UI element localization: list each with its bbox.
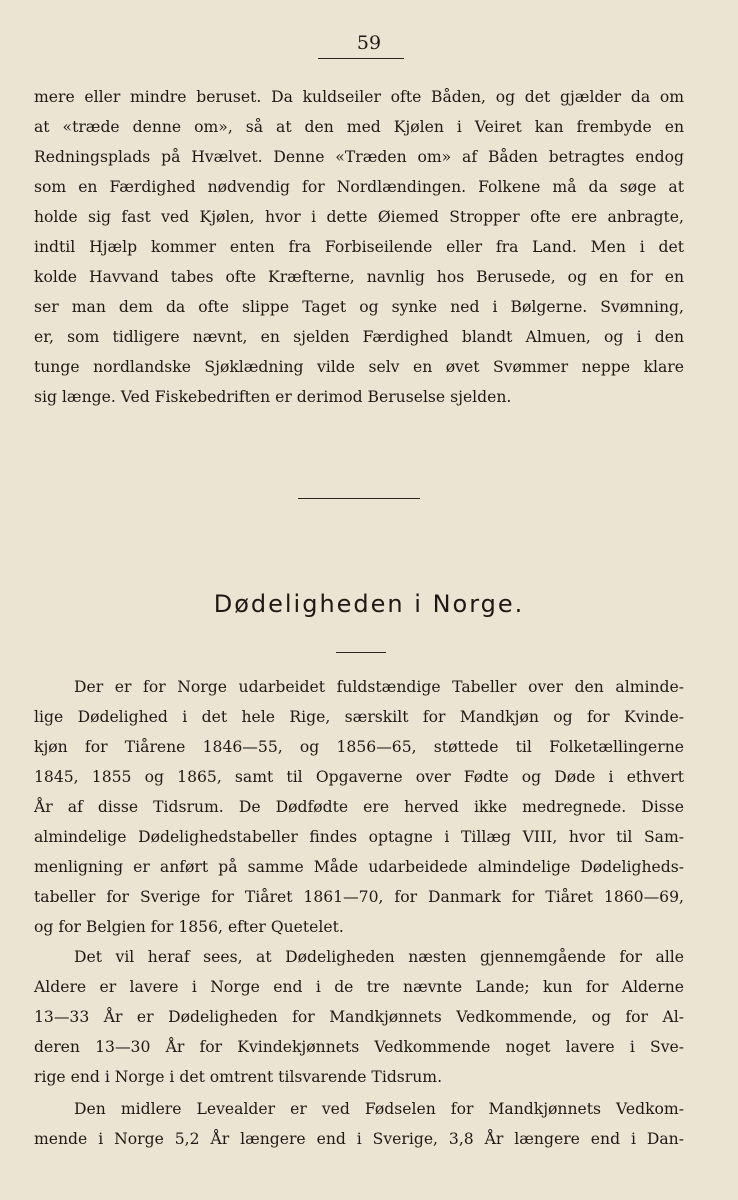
text-line: sig længe. Ved Fiskebedriften er derimod Beruselse sjelden. — [34, 388, 512, 406]
text-line: tunge nordlandske Sjøklædning vilde selv en øvet Svømmer neppe klare — [34, 358, 684, 376]
text-line: 1845, 1855 og 1865, samt til Opgaverne over Fødte og Døde i ethvert — [34, 768, 684, 786]
text-line: År af disse Tidsrum. De Dødfødte ere herved ikke medregnede. Disse — [34, 798, 684, 816]
text-line: kjøn for Tiårene 1846—55, og 1856—65, støttede til Folketællingerne — [34, 738, 684, 756]
text-line: og for Belgien for 1856, efter Quetelet. — [34, 918, 344, 936]
section-heading: Dødeligheden i Norge. — [213, 590, 525, 618]
text-line: Der er for Norge udarbeidet fuldstændige Tabeller over den alminde- — [74, 678, 684, 696]
text-line: som en Færdighed nødvendig for Nordlændingen. Folkene må da søge at — [34, 178, 684, 196]
text-line: mende i Norge 5,2 År længere end i Sverige, 3,8 År længere end i Dan- — [34, 1130, 684, 1148]
intro-text-block — [34, 82, 684, 412]
text-line: 13—33 År er Dødeligheden for Mandkjønnets Vedkommende, og for Al- — [34, 1008, 684, 1026]
text-line: kolde Havvand tabes ofte Kræfterne, navnlig hos Berusede, og en for en — [34, 268, 684, 286]
text-line: at «træde denne om», så at den med Kjølen i Veiret kan frembyde en — [34, 118, 684, 136]
text-line: Aldere er lavere i Norge end i de tre nævnte Lande; kun for Alderne — [34, 978, 684, 996]
page-number-rule — [318, 58, 404, 59]
paragraph-3 — [34, 1094, 684, 1154]
paragraph-2 — [34, 942, 684, 1092]
text-line: ser man dem da ofte slippe Taget og synke ned i Bølgerne. Svømning, — [34, 298, 684, 316]
text-line: indtil Hjælp kommer enten fra Forbiseilende eller fra Land. Men i det — [34, 238, 684, 256]
text-line: holde sig fast ved Kjølen, hvor i dette Øiemed Stropper ofte ere anbragte, — [34, 208, 684, 226]
paragraph-1 — [34, 672, 684, 942]
text-line: er, som tidligere nævnt, en sjelden Færdighed blandt Almuen, og i den — [34, 328, 684, 346]
page-number: 59 — [356, 32, 382, 54]
text-line: Den midlere Levealder er ved Fødselen for Mandkjønnets Vedkom- — [74, 1100, 684, 1118]
text-line: Det vil heraf sees, at Dødeligheden næsten gjennemgående for alle — [74, 948, 684, 966]
text-line: menligning er anført på samme Måde udarbeidede almindelige Dødeligheds- — [34, 858, 684, 876]
text-line: rige end i Norge i det omtrent tilsvarende Tidsrum. — [34, 1068, 443, 1086]
text-line: Redningsplads på Hvælvet. Denne «Træden om» af Båden betragtes endog — [34, 148, 684, 166]
text-line: tabeller for Sverige for Tiåret 1861—70, for Danmark for Tiåret 1860—69, — [34, 888, 684, 906]
text-line: mere eller mindre beruset. Da kuldseiler ofte Båden, og det gjælder da om — [34, 88, 684, 106]
text-line: almindelige Dødelighedstabeller findes optagne i Tillæg VIII, hvor til Sam- — [34, 828, 684, 846]
heading-underline — [336, 652, 386, 653]
text-line: lige Dødelighed i det hele Rige, særskilt for Mandkjøn og for Kvinde- — [34, 708, 684, 726]
section-divider — [298, 498, 420, 499]
text-line: deren 13—30 År for Kvindekjønnets Vedkommende noget lavere i Sve- — [34, 1038, 684, 1056]
